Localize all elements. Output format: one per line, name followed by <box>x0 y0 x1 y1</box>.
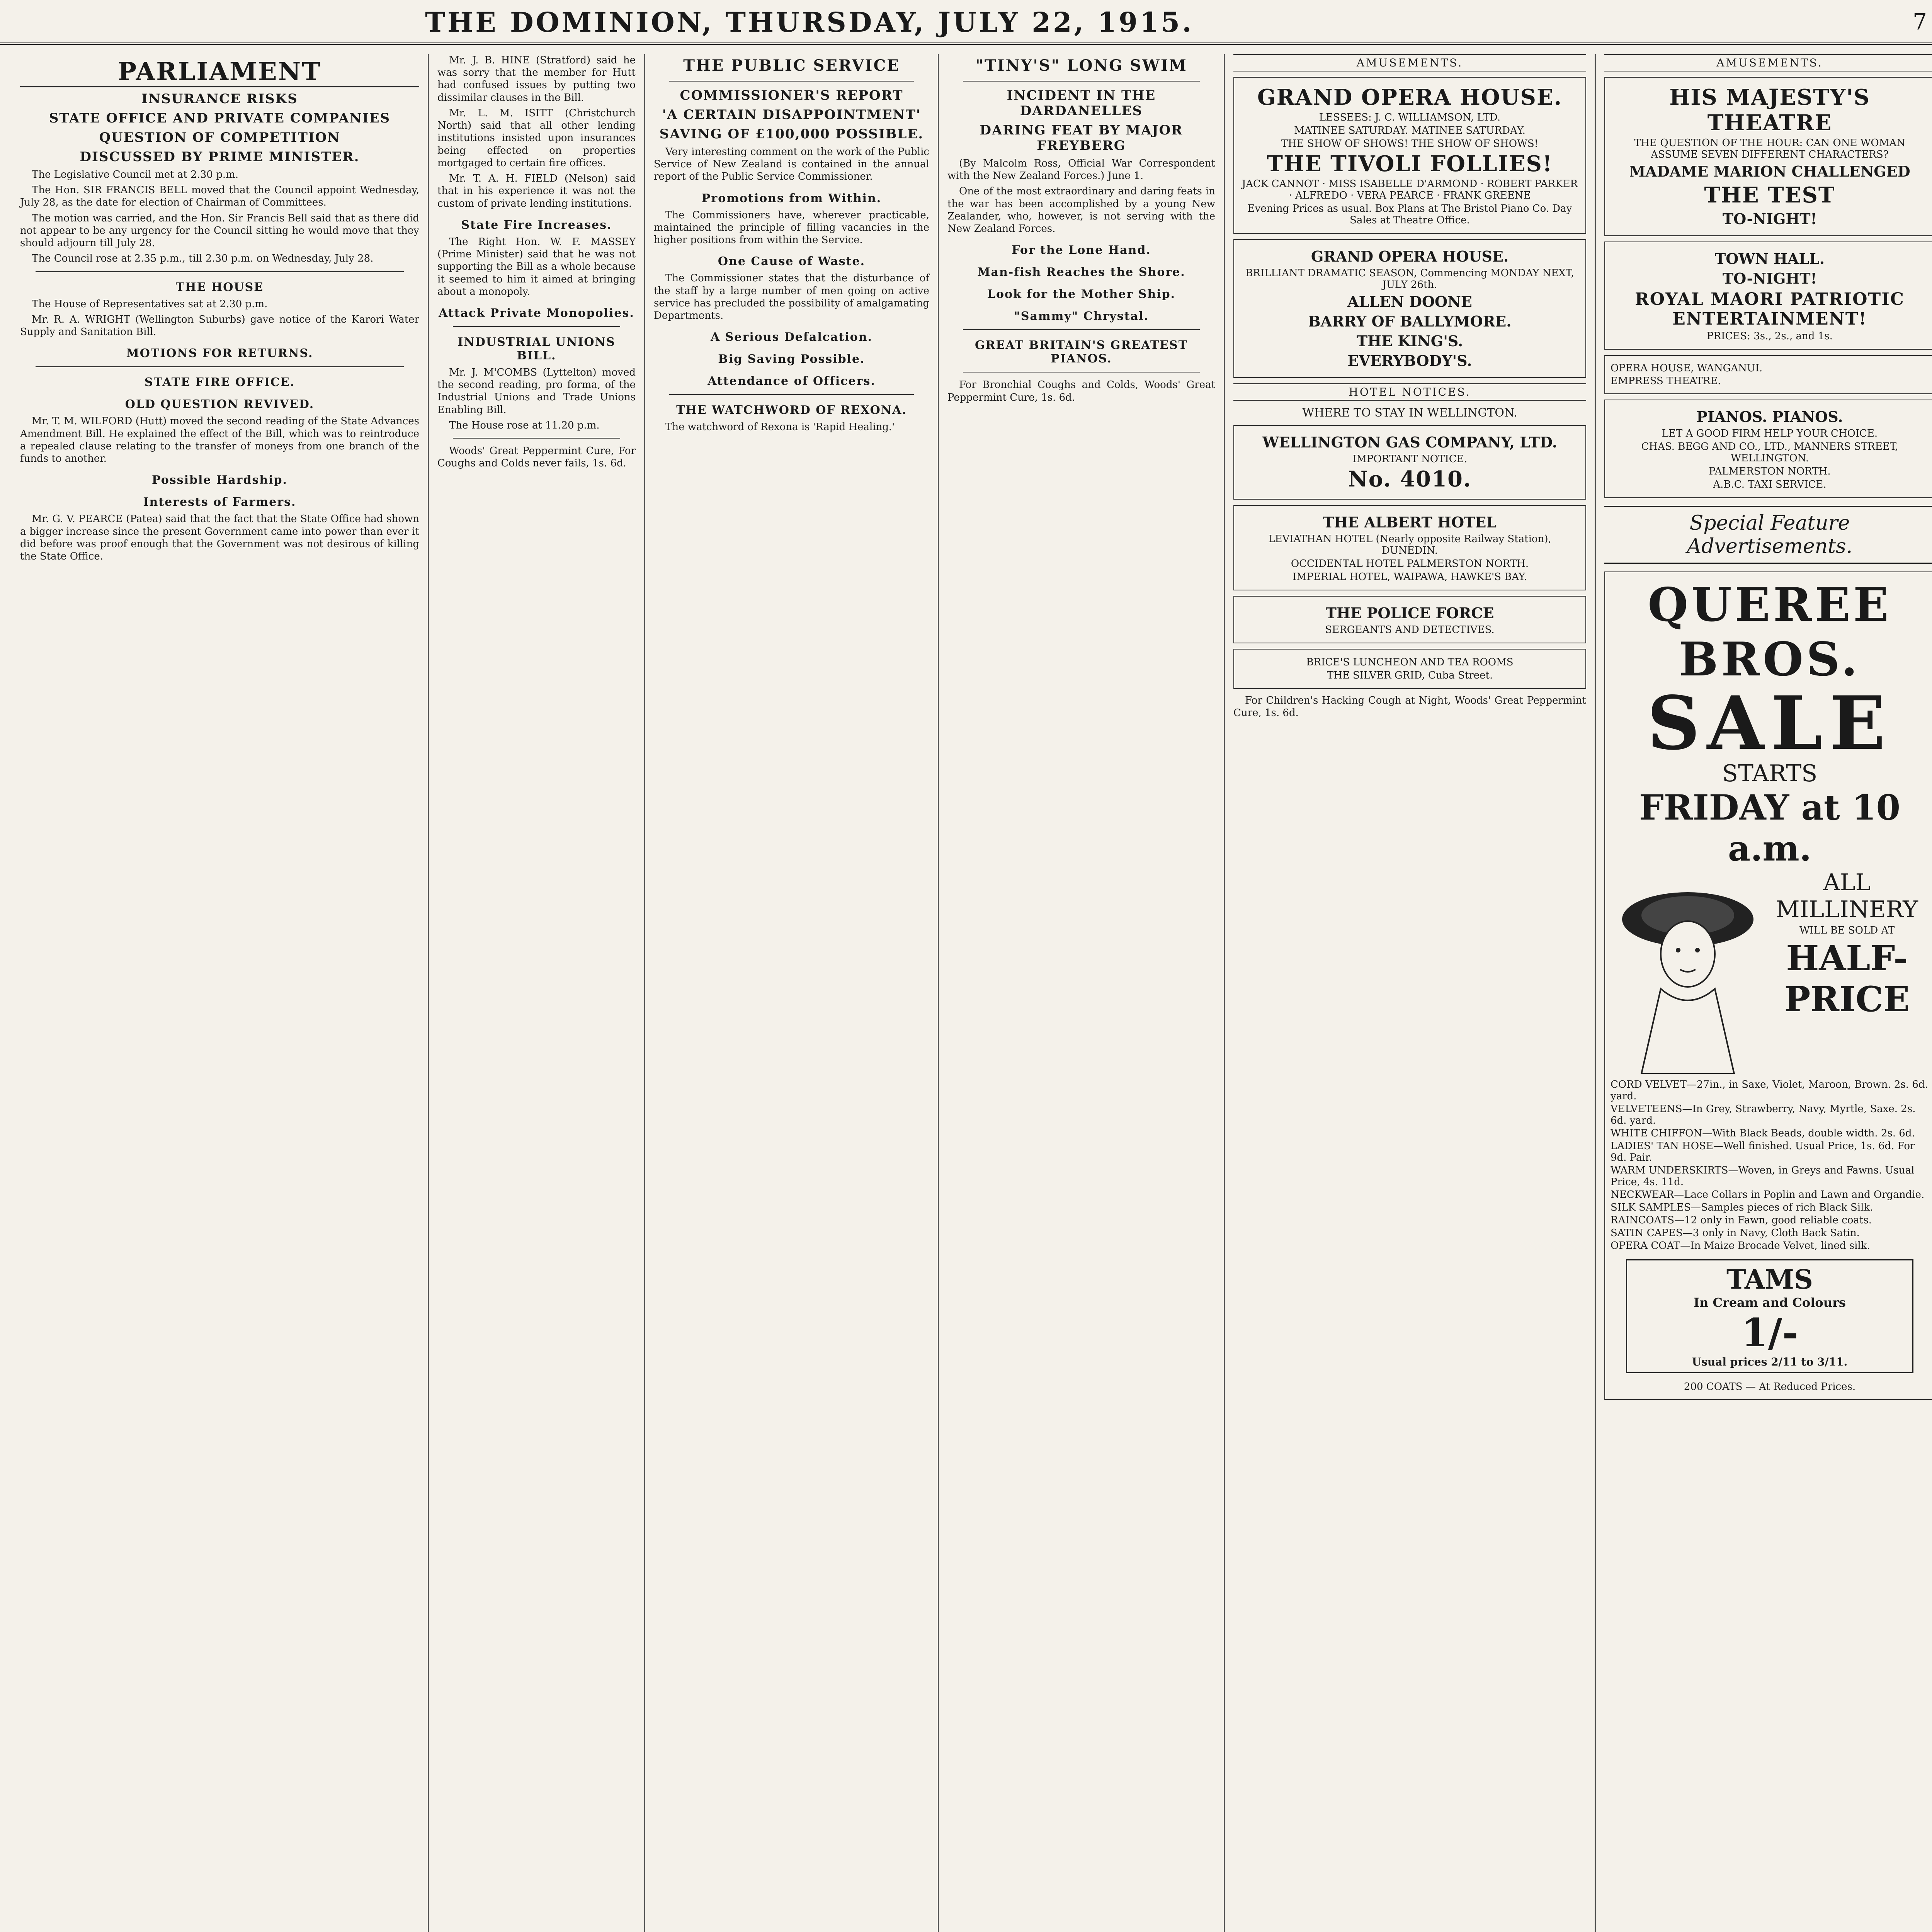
article-paragraph: Mr. L. M. ISITT (Christchurch North) said that all other lending institutions insisted upon insurances being effected on properties mortgaged to certain fire offices. <box>437 107 636 169</box>
subhead-commissioner-report: COMMISSIONER'S REPORT <box>680 88 903 103</box>
section-defalcation: A Serious Defalcation. <box>711 330 872 344</box>
footer-advert: For Bronchial Coughs and Colds, Woods' Great Peppermint Cure, 1s. 6d. <box>947 379 1215 403</box>
wanganui-empress-advert <box>1604 355 1932 394</box>
subhead-dardanelles: INCIDENT IN THE DARDANELLES <box>1007 88 1156 119</box>
maori-prices: PRICES: 3s., 2s., and 1s. <box>1707 330 1833 342</box>
queree-item: CORD VELVET—27in., in Saxe, Violet, Maroon, Brown. 2s. 6d. yard. <box>1611 1079 1928 1102</box>
article-paragraph: The watchword of Rexona is 'Rapid Healing.' <box>665 421 895 433</box>
article-paragraph: Mr. J. M'COMBS (Lyttelton) moved the second reading, pro forma, of the Industrial Unions and Trade Unions Enabling Bill. <box>437 366 636 416</box>
subhead-state-office: STATE OFFICE AND PRIVATE COMPANIES <box>49 111 391 126</box>
article-paragraph: The Right Hon. W. F. MASSEY (Prime Minister) said that he was not supporting the Bill as a whole because it seemed to him it aimed at bringing about a monopoly. <box>437 236 636 298</box>
queree-will-be-sold: WILL BE SOLD AT <box>1799 925 1895 936</box>
article-paragraph: The motion was carried, and the Hon. Sir Francis Bell said that as there did not appear to be any urgency for the Council sitting he would move that they should adjourn till July 28. <box>20 212 419 249</box>
special-feature-heading: Special Feature Advertisements. <box>1604 506 1932 564</box>
column-amusements-right <box>1596 54 1932 1932</box>
maori-entertainment: ROYAL MAORI PATRIOTIC ENTERTAINMENT! <box>1635 289 1905 329</box>
his-majestys-title: HIS MAJESTY'S THEATRE <box>1669 85 1870 136</box>
divider <box>453 326 620 327</box>
headline-parliament: PARLIAMENT <box>20 57 419 87</box>
pianos-sub: LET A GOOD FIRM HELP YOUR CHOICE. <box>1662 428 1878 439</box>
section-industrial-unions: INDUSTRIAL UNIONS BILL. <box>457 335 616 362</box>
police-force-advert <box>1233 596 1586 643</box>
gas-notice: IMPORTANT NOTICE. <box>1352 453 1467 465</box>
queree-item: SATIN CAPES—3 only in Navy, Cloth Back Satin. <box>1611 1227 1860 1239</box>
palmerston-north: PALMERSTON NORTH. <box>1709 466 1831 477</box>
amusements-heading-2: AMUSEMENTS. <box>1604 54 1932 71</box>
queree-starts: STARTS <box>1722 760 1818 787</box>
queree-bros-advert <box>1604 571 1932 1400</box>
divider <box>36 271 404 272</box>
section-private-monopolies: Attack Private Monopolies. <box>439 306 634 320</box>
article-paragraph: One of the most extraordinary and daring feats in the war has been accomplished by a young New Zealander, who, however, is not serving with the New Zealand Forces. <box>947 185 1215 235</box>
leviathan-hotel: LEVIATHAN HOTEL (Nearly opposite Railway Station), DUNEDIN. <box>1268 533 1551 556</box>
article-paragraph: Mr. R. A. WRIGHT (Wellington Suburbs) gave notice of the Karori Water Supply and Sanitation Bill. <box>20 313 419 338</box>
column-amusements-left <box>1225 54 1596 1932</box>
dramatic-season: BRILLIANT DRAMATIC SEASON, Commencing MONDAY NEXT, JULY 26th. <box>1245 267 1574 291</box>
section-man-fish: Man-fish Reaches the Shore. <box>977 265 1185 279</box>
hotel-where: WHERE TO STAY IN WELLINGTON. <box>1302 406 1517 420</box>
article-paragraph: The House rose at 11.20 p.m. <box>449 419 600 431</box>
star-name: ALLEN DOONE <box>1347 293 1472 310</box>
section-the-house: THE HOUSE <box>175 280 264 294</box>
section-pianos: GREAT BRITAIN'S GREATEST PIANOS. <box>975 338 1188 366</box>
his-majestys-advert <box>1604 77 1932 236</box>
queree-day: FRIDAY at 10 a.m. <box>1639 787 1901 869</box>
queree-item: LADIES' TAN HOSE—Well finished. Usual Price, 1s. 6d. For 9d. Pair. <box>1611 1140 1915 1163</box>
queree-item: SILK SAMPLES—Samples pieces of rich Black Silk. <box>1611 1202 1873 1213</box>
section-returns: MOTIONS FOR RETURNS. <box>126 347 313 361</box>
section-state-fire-increases: State Fire Increases. <box>461 218 612 232</box>
column-parliament-continued <box>429 54 645 1932</box>
section-old-question: OLD QUESTION REVIVED. <box>125 398 315 412</box>
section-promotions: Promotions from Within. <box>701 191 882 205</box>
queree-item: VELVETEENS—In Grey, Strawberry, Navy, Myrtle, Saxe. 2s. 6d. yard. <box>1611 1103 1916 1126</box>
queree-sale: SALE <box>1647 680 1893 766</box>
article-paragraph: (By Malcolm Ross, Official War Correspondent with the New Zealand Forces.) June 1. <box>947 158 1215 182</box>
queree-items-list <box>1611 1079 1929 1252</box>
opera-note: Evening Prices as usual. Box Plans at The Bristol Piano Co. Day Sales at Theatre Office. <box>1247 203 1572 226</box>
divider <box>36 366 404 367</box>
article-paragraph: The Council rose at 2.35 p.m., till 2.30 p.m. on Wednesday, July 28. <box>32 253 374 265</box>
gas-number: No. 4010. <box>1348 466 1472 492</box>
section-lone-hand: For the Lone Hand. <box>1012 243 1151 257</box>
queree-item: RAINCOATS—12 only in Fawn, good reliable coats. <box>1611 1214 1872 1226</box>
town-hall-title: TOWN HALL. <box>1714 250 1825 267</box>
column-public-service <box>645 54 939 1932</box>
gas-company-title: WELLINGTON GAS COMPANY, LTD. <box>1262 434 1557 451</box>
subhead-competition: QUESTION OF COMPETITION <box>99 130 340 145</box>
silver-grid: THE SILVER GRID, Cuba Street. <box>1327 670 1493 681</box>
headline-long-swim: "TINY'S" LONG SWIM <box>975 56 1187 75</box>
opera-artists: JACK CANNOT · MISS ISABELLE D'ARMOND · ROBERT PARKER · ALFREDO · VERA PEARCE · FRANK GREENE <box>1242 178 1578 201</box>
queree-all-millinery: ALL MILLINERY <box>1776 869 1918 923</box>
taxi-service: A.B.C. TAXI SERVICE. <box>1713 479 1827 490</box>
wanganui-opera: OPERA HOUSE, WANGANUI. <box>1611 362 1763 374</box>
kings-title: THE KING'S. <box>1356 332 1463 350</box>
section-state-fire: STATE FIRE OFFICE. <box>144 376 295 389</box>
hm-question: THE QUESTION OF THE HOUR: CAN ONE WOMAN ASSUME SEVEN DIFFERENT CHARACTERS? <box>1634 137 1905 160</box>
headline-public-service: THE PUBLIC SERVICE <box>683 56 900 75</box>
opera-house-title: GRAND OPERA HOUSE. <box>1257 85 1563 110</box>
brices-rooms: BRICE'S LUNCHEON AND TEA ROOMS <box>1306 656 1514 668</box>
police-heading: THE POLICE FORCE <box>1325 604 1494 622</box>
article-paragraph: The Legislative Council met at 2.30 p.m. <box>32 169 239 180</box>
town-hall-tonight: TO-NIGHT! <box>1722 270 1817 287</box>
page-number: 7 <box>1913 9 1927 35</box>
queree-name: QUEREE BROS. <box>1648 578 1892 687</box>
article-paragraph: The House of Representatives sat at 2.30 p.m. <box>32 298 268 310</box>
section-waste: One Cause of Waste. <box>718 255 866 269</box>
divider <box>453 438 620 439</box>
article-paragraph: The Commissioner states that the disturbance of the staff by a large number of men going on active service has precluded the possibility of amalgamating Departments. <box>654 272 929 322</box>
footer-advert: Woods' Great Peppermint Cure, For Coughs and Colds never fails, 1s. 6d. <box>437 445 636 469</box>
everybodys-title: EVERYBODY'S. <box>1347 352 1472 369</box>
article-paragraph: Mr. J. B. HINE (Stratford) said he was sorry that the member for Hutt had confused issues by putting two dissimilar clauses in the Bill. <box>437 54 636 104</box>
coats-line: 200 COATS — At Reduced Prices. <box>1684 1381 1856 1393</box>
grand-opera-advert <box>1233 77 1586 234</box>
section-big-saving: Big Saving Possible. <box>718 352 865 366</box>
tea-rooms-advert <box>1233 649 1586 689</box>
section-attendance: Attendance of Officers. <box>707 374 876 388</box>
hm-challenge: MADAME MARION CHALLENGED <box>1629 163 1910 180</box>
empress-theatre: EMPRESS THEATRE. <box>1611 375 1721 387</box>
divider <box>669 394 914 395</box>
tams-usual: Usual prices 2/11 to 3/11. <box>1692 1355 1848 1368</box>
tams-heading: TAMS <box>1726 1264 1813 1295</box>
section-rexona: THE WATCHWORD OF REXONA. <box>676 403 907 417</box>
article-paragraph: Mr. T. M. WILFORD (Hutt) moved the second reading of the State Advances Amendment Bill. He explained the effect of the Bill, which was to reintroduce a repealed clause relating to the transfer of moneys from one branch of the funds to another. <box>20 415 419 465</box>
opera-matinee: MATINEE SATURDAY. MATINEE SATURDAY. <box>1294 125 1526 136</box>
play-title: BARRY OF BALLYMORE. <box>1308 313 1512 330</box>
allen-doone-advert <box>1233 239 1586 378</box>
tivoli-follies-title: THE TIVOLI FOLLIES! <box>1267 151 1553 177</box>
subhead-saving: SAVING OF £100,000 POSSIBLE. <box>659 126 924 142</box>
tams-price: 1/- <box>1741 1310 1798 1355</box>
queree-item: WHITE CHIFFON—With Black Beads, double width. 2s. 6d. <box>1611 1128 1915 1139</box>
divider <box>963 81 1200 82</box>
masthead <box>0 0 1932 45</box>
town-hall-advert <box>1604 242 1932 350</box>
subhead-freyberg: DARING FEAT BY MAJOR FREYBERG <box>980 122 1183 153</box>
article-paragraph: Mr. G. V. PEARCE (Patea) said that the fact that the State Office had shown a bigger increase since the present Government came into power than ever it did before was proof enough that the Government was not desirous of killing the State Office. <box>20 513 419 562</box>
occidental-hotel: OCCIDENTAL HOTEL PALMERSTON NORTH. <box>1291 558 1529 570</box>
queree-item: WARM UNDERSKIRTS—Woven, in Greys and Fawns. Usual Price, 4s. 11d. <box>1611 1165 1915 1188</box>
subhead-prime-minister: DISCUSSED BY PRIME MINISTER. <box>80 149 360 165</box>
gas-company-advert <box>1233 425 1586 500</box>
article-paragraph: Mr. T. A. H. FIELD (Nelson) said that in his experience it was not the custom of private lending institutions. <box>437 173 636 209</box>
opera-show: THE SHOW OF SHOWS! THE SHOW OF SHOWS! <box>1281 138 1539 150</box>
section-mother-ship: Look for the Mother Ship. <box>987 287 1176 301</box>
woman-in-hat-illustration <box>1618 873 1757 1074</box>
footer-advert: For Children's Hacking Cough at Night, Woods' Great Peppermint Cure, 1s. 6d. <box>1233 695 1586 719</box>
pianos-advert <box>1604 400 1932 498</box>
section-farmers: Interests of Farmers. <box>143 495 296 509</box>
divider <box>669 81 914 82</box>
tams-sub: In Cream and Colours <box>1694 1295 1846 1310</box>
opera-house-title-2: GRAND OPERA HOUSE. <box>1311 248 1509 265</box>
section-sammy: "Sammy" Chrystal. <box>1014 310 1149 323</box>
divider <box>963 329 1200 330</box>
queree-item: NECKWEAR—Lace Collars in Poplin and Lawn and Organdie. <box>1611 1189 1925 1201</box>
subhead-disappointment: 'A CERTAIN DISAPPOINTMENT' <box>662 107 921 122</box>
police-sub: SERGEANTS AND DETECTIVES. <box>1325 624 1495 636</box>
opera-lessees: LESSEES: J. C. WILLIAMSON, LTD. <box>1319 112 1501 123</box>
column-parliament <box>12 54 429 1932</box>
section-hardship: Possible Hardship. <box>152 473 287 487</box>
tams-box <box>1626 1259 1913 1373</box>
begg-address: CHAS. BEGG AND CO., LTD., MANNERS STREET, WELLINGTON. <box>1641 441 1898 464</box>
subhead-insurance: INSURANCE RISKS <box>141 91 298 107</box>
queree-item: OPERA COAT—In Maize Brocade Velvet, lined silk. <box>1611 1240 1870 1252</box>
article-paragraph: The Hon. SIR FRANCIS BELL moved that the Council appoint Wednesday, July 28, as the date for election of Chairman of Committees. <box>20 184 419 209</box>
column-long-swim <box>939 54 1225 1932</box>
hm-tonight: TO-NIGHT! <box>1722 210 1817 228</box>
article-paragraph: The Commissioners have, wherever practicable, maintained the principle of filling vacancies in the higher positions from within the Service. <box>654 209 929 246</box>
amusements-heading: AMUSEMENTS. <box>1233 54 1586 71</box>
hotel-notices-heading: HOTEL NOTICES. <box>1233 383 1586 401</box>
newspaper-title: THE DOMINION, THURSDAY, JULY 22, 1915. <box>425 6 1194 38</box>
queree-half-price: HALF-PRICE <box>1784 938 1910 1020</box>
albert-hotel: THE ALBERT HOTEL <box>1323 514 1497 531</box>
hm-test: THE TEST <box>1704 182 1835 208</box>
imperial-hotel: IMPERIAL HOTEL, WAIPAWA, HAWKE'S BAY. <box>1292 571 1527 583</box>
article-paragraph: Very interesting comment on the work of the Public Service of New Zealand is contained in the annual report of the Public Service Commissioner. <box>654 146 929 183</box>
hotels-advert <box>1233 505 1586 590</box>
pianos-title: PIANOS. PIANOS. <box>1696 408 1843 425</box>
